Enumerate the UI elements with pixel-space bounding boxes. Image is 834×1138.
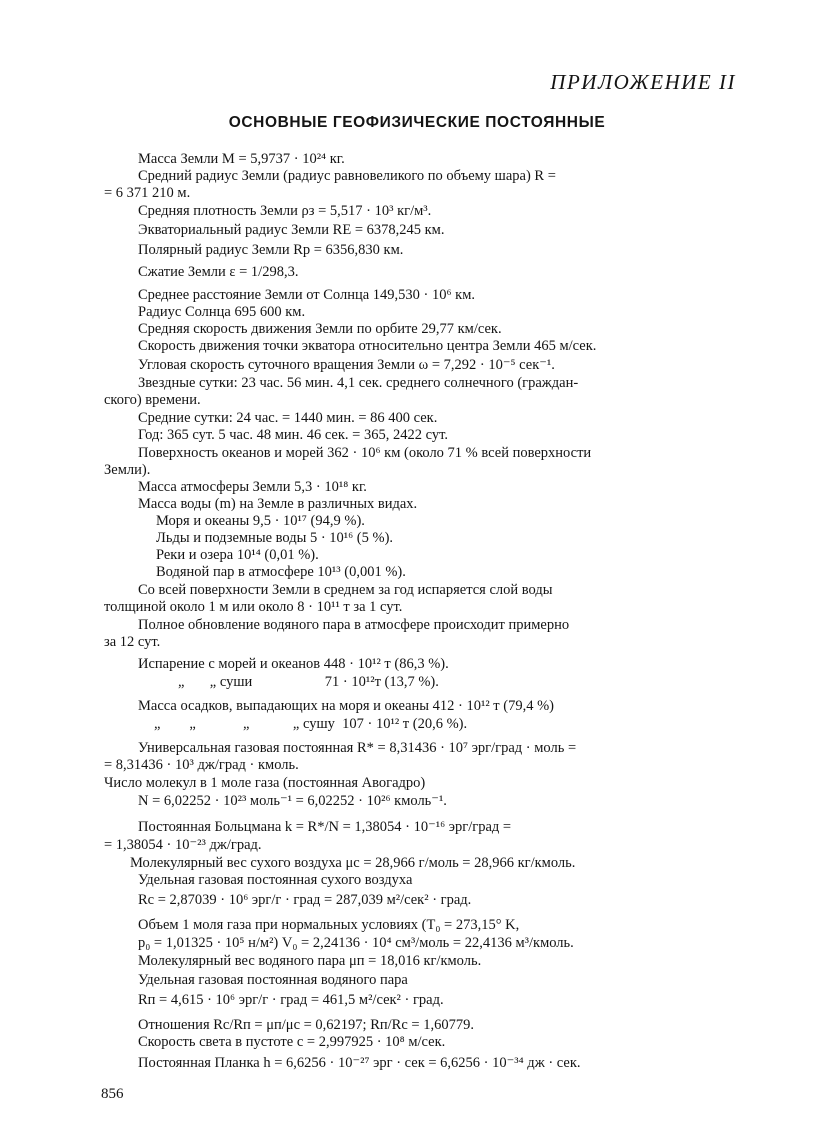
text-line: Масса атмосферы Земли 5,3 · 10¹⁸ кг.: [138, 479, 367, 495]
text-line: Реки и озера 10¹⁴ (0,01 %).: [156, 547, 319, 563]
text-line: ского) времени.: [104, 392, 201, 408]
text-line: Полное обновление водяного пара в атмосфере происходит примерно: [138, 617, 570, 633]
text-line: Льды и подземные воды 5 · 10¹⁶ (5 %).: [156, 530, 394, 546]
text-line: Скорость движения точки экватора относительно центра Земли 465 м/сек.: [138, 338, 597, 354]
text-line: Экваториальный радиус Земли RE = 6378,245 км.: [138, 222, 445, 238]
text-line: = 1,38054 · 10⁻²³ дж/град.: [104, 837, 262, 853]
text-line: Rп = 4,615 · 10⁶ эрг/г · град = 461,5 м²/сек² · град.: [138, 992, 444, 1008]
text-line: Удельная газовая постоянная водяного пара: [138, 972, 408, 988]
text-line: Масса Земли M = 5,9737 · 10²⁴ кг.: [138, 151, 345, 167]
text-line: Со всей поверхности Земли в среднем за год испаряется слой воды: [138, 582, 553, 598]
text-line: Поверхность океанов и морей 362 · 10⁶ км (около 71 % всей поверхности: [138, 445, 592, 461]
text-line: Полярный радиус Земли Rp = 6356,830 км.: [138, 242, 404, 258]
text-line: Средний радиус Земли (радиус равновеликого по объему шара) R =: [138, 168, 556, 184]
text-line: Масса осадков, выпадающих на моря и океаны 412 · 10¹² т (79,4 %): [138, 698, 554, 714]
text-line: толщиной около 1 м или около 8 · 10¹¹ т за 1 сут.: [104, 599, 403, 615]
appendix-label: ПРИЛОЖЕНИЕ II: [550, 70, 736, 94]
text-line: Масса воды (m) на Земле в различных видах.: [138, 496, 418, 512]
text-line: Постоянная Планка h = 6,6256 · 10⁻²⁷ эрг · сек = 6,6256 · 10⁻³⁴ дж · сек.: [138, 1055, 581, 1071]
text-line: Звездные сутки: 23 час. 56 мин. 4,1 сек. среднего солнечного (граждан-: [138, 375, 579, 391]
text-line: „ „ „ „ сушу 107 · 10¹² т (20,6 %).: [154, 716, 468, 732]
text-line: Скорость света в пустоте c = 2,997925 · 10⁸ м/сек.: [138, 1034, 446, 1050]
text-line: Сжатие Земли ε = 1/298,3.: [138, 264, 299, 280]
text-line: Средняя скорость движения Земли по орбите 29,77 км/сек.: [138, 321, 502, 337]
page-number: 856: [101, 1086, 124, 1102]
text-line: Молекулярный вес сухого воздуха μс = 28,966 г/моль = 28,966 кг/кмоль.: [130, 855, 576, 871]
text-line: Год: 365 сут. 5 час. 48 мин. 46 сек. = 365, 2422 сут.: [138, 427, 448, 443]
text-line: p₀ = 1,01325 · 10⁵ н/м²) V₀ = 2,24136 · 10⁴ см³/моль = 22,4136 м³/кмоль.: [138, 935, 574, 951]
text-line: N = 6,02252 · 10²³ моль⁻¹ = 6,02252 · 10²⁶ кмоль⁻¹.: [138, 793, 447, 809]
text-line: Средняя плотность Земли ρз = 5,517 · 10³ кг/м³.: [138, 203, 432, 219]
text-line: Постоянная Больцмана k = R*/N = 1,38054 · 10⁻¹⁶ эрг/град =: [138, 819, 512, 835]
text-line: Водяной пар в атмосфере 10¹³ (0,001 %).: [156, 564, 406, 580]
text-line: = 6 371 210 м.: [104, 185, 191, 201]
text-line: Среднее расстояние Земли от Солнца 149,530 · 10⁶ км.: [138, 287, 476, 303]
text-line: Испарение с морей и океанов 448 · 10¹² т (86,3 %).: [138, 656, 449, 672]
text-line: Земли).: [104, 462, 151, 478]
text-line: Универсальная газовая постоянная R* = 8,31436 · 10⁷ эрг/град · моль =: [138, 740, 577, 756]
text-line: Rc = 2,87039 · 10⁶ эрг/г · град = 287,039 м²/сек² · град.: [138, 892, 472, 908]
text-line: Средние сутки: 24 час. = 1440 мин. = 86 400 сек.: [138, 410, 438, 426]
text-line: „ „ суши 71 · 10¹²т (13,7 %).: [178, 674, 439, 690]
text-line: Радиус Солнца 695 600 км.: [138, 304, 306, 320]
text-line: Объем 1 моля газа при нормальных условиях (T₀ = 273,15° K,: [138, 917, 520, 933]
text-line: за 12 сут.: [104, 634, 161, 650]
text-line: Число молекул в 1 моле газа (постоянная Авогадро): [104, 775, 426, 791]
text-line: Удельная газовая постоянная сухого воздуха: [138, 872, 413, 888]
text-line: Угловая скорость суточного вращения Земли ω = 7,292 · 10⁻⁵ сек⁻¹.: [138, 357, 555, 373]
text-line: = 8,31436 · 10³ дж/град · кмоль.: [104, 757, 299, 773]
text-line: Молекулярный вес водяного пара μп = 18,016 кг/кмоль.: [138, 953, 482, 969]
text-line: Моря и океаны 9,5 · 10¹⁷ (94,9 %).: [156, 513, 365, 529]
page-title: ОСНОВНЫЕ ГЕОФИЗИЧЕСКИЕ ПОСТОЯННЫЕ: [228, 114, 606, 131]
text-line: Отношения Rc/Rп = μп/μс = 0,62197; Rп/Rc = 1,60779.: [138, 1017, 474, 1033]
